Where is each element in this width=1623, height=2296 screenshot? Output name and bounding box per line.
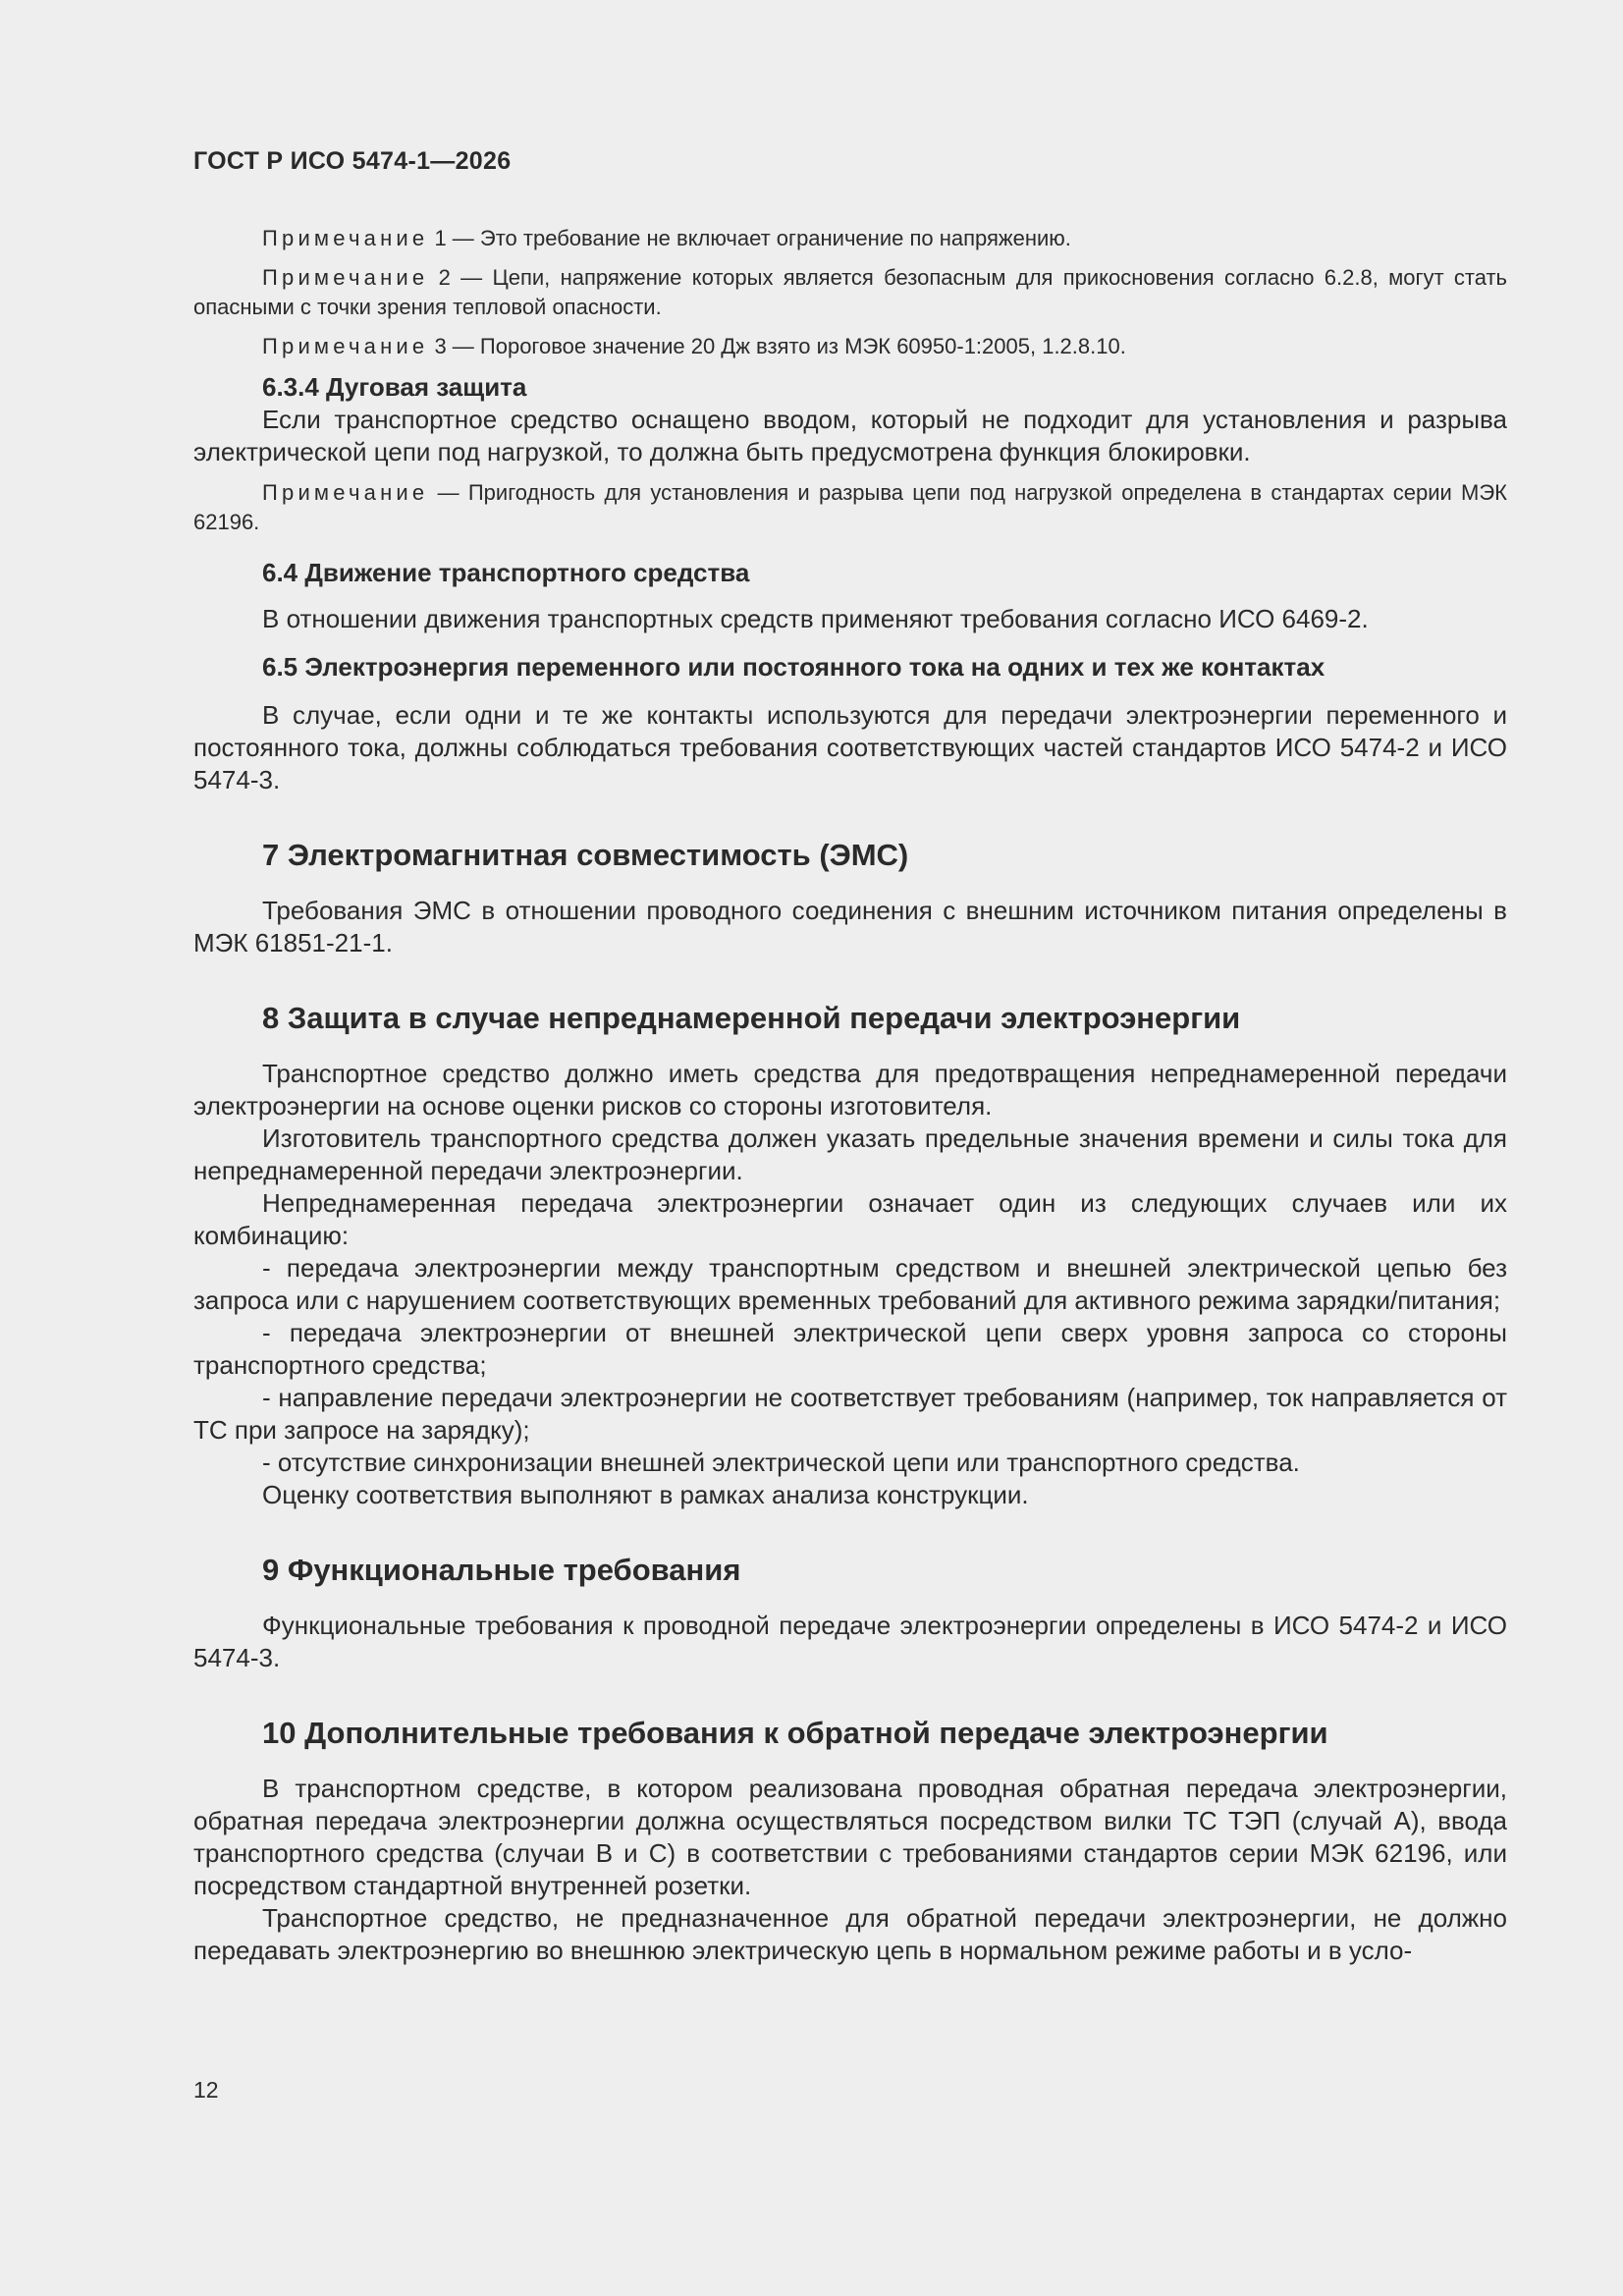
subsection-6-4-heading: 6.4 Движение транспортного средства bbox=[262, 558, 750, 587]
document-code-header: ГОСТ Р ИСО 5474-1—2026 bbox=[193, 147, 512, 175]
section-7-heading: 7 Электромагнитная совместимость (ЭМС) bbox=[262, 838, 909, 872]
note-label: Примечание bbox=[262, 265, 429, 290]
section-10-heading: 10 Дополнительные требования к обратной передаче электроэнергии bbox=[262, 1716, 1328, 1750]
note-label: Примечание bbox=[262, 334, 429, 358]
subsection-6-5-text: В случае, если одни и те же контакты используются для передачи электроэнергии переменного и постоянного тока, должны соблюдаться требования соответствующих частей стандартов ИСО 5474-2 и ИСО 5474-3. bbox=[193, 700, 1507, 794]
subsection-6-3-4-note bbox=[193, 478, 1507, 537]
section-9-text: Функциональные требования к проводной передаче электроэнергии определены в ИСО 5474-2 и ИСО 5474-3. bbox=[193, 1611, 1507, 1672]
subsection-6-4-text: В отношении движения транспортных средств применяют требования согласно ИСО 6469-2. bbox=[262, 604, 1369, 633]
section-10-paragraph: Транспортное средство, не предназначенное для обратной передачи электроэнергии, не должно передавать электроэнергию во внешнюю электрическую цепь в нормальном режиме работы и в усло- bbox=[193, 1903, 1507, 1965]
note-text: — Пригодность для установления и разрыва цепи под нагрузкой определена в стандартах серии МЭК 62196. bbox=[193, 480, 1507, 534]
section-8-paragraph: Транспортное средство должно иметь средства для предотвращения непреднамеренной передачи электроэнергии на основе оценки рисков со стороны изготовителя. bbox=[193, 1059, 1507, 1121]
section-8-list-item: - направление передачи электроэнергии не соответствует требованиям (например, ток направляется от ТС при запросе на зарядку); bbox=[193, 1383, 1507, 1445]
section-8-paragraph: Непреднамеренная передача электроэнергии означает один из следующих случаев или их комбинацию: bbox=[193, 1188, 1507, 1250]
section-8-paragraph: Изготовитель транспортного средства должен указать предельные значения времени и силы тока для непреднамеренной передачи электроэнергии. bbox=[193, 1123, 1507, 1185]
page-number: 12 bbox=[193, 2077, 219, 2103]
subsection-6-5-heading: 6.5 Электроэнергия переменного или постоянного тока на одних и тех же контактах bbox=[262, 652, 1325, 682]
subsection-6-3-4-text: Если транспортное средство оснащено вводом, который не подходит для установления и разрыва электрической цепи под нагрузкой, то должна быть предусмотрена функция блокировки. bbox=[193, 405, 1507, 466]
section-8-list-item: - отсутствие синхронизации внешней электрической цепи или транспортного средства. bbox=[262, 1448, 1300, 1477]
section-8-list-item: - передача электроэнергии от внешней электрической цепи сверх уровня запроса со стороны транспортного средства; bbox=[193, 1318, 1507, 1380]
note-1 bbox=[193, 224, 1507, 253]
note-label: Примечание bbox=[262, 480, 429, 505]
section-8-heading: 8 Защита в случае непреднамеренной передачи электроэнергии bbox=[262, 1001, 1241, 1035]
note-3 bbox=[193, 332, 1507, 361]
note-2 bbox=[193, 263, 1507, 322]
section-9-heading: 9 Функциональные требования bbox=[262, 1553, 741, 1587]
note-text: 3 — Пороговое значение 20 Дж взято из МЭК 60950-1:2005, 1.2.8.10. bbox=[428, 334, 1126, 358]
section-7-text: Требования ЭМС в отношении проводного соединения с внешним источником питания определены в МЭК 61851-21-1. bbox=[193, 896, 1507, 957]
section-8-list-item: - передача электроэнергии между транспортным средством и внешней электрической цепью без запроса или с нарушением соответствующих временных требований для активного режима зарядки/питания; bbox=[193, 1253, 1507, 1315]
section-8-body bbox=[193, 1058, 1507, 1511]
section-8-paragraph: Оценку соответствия выполняют в рамках анализа конструкции. bbox=[262, 1480, 1029, 1509]
section-10-body bbox=[193, 1773, 1507, 1967]
section-10-paragraph: В транспортном средстве, в котором реализована проводная обратная передача электроэнергии, обратная передача электроэнергии должна осуществляться посредством вилки ТС ТЭП (случай А), ввода транспортного средства (случаи В и С) в соответствии с требованиями стандартов серии МЭК 62196, или посредством стандартной внутренней розетки. bbox=[193, 1774, 1507, 1900]
note-text: 1 — Это требование не включает ограничение по напряжению. bbox=[428, 226, 1071, 250]
note-label: Примечание bbox=[262, 226, 429, 250]
subsection-6-3-4-heading: 6.3.4 Дуговая защита bbox=[262, 372, 527, 402]
page-content bbox=[193, 224, 1507, 1967]
note-text: 2 — Цепи, напряжение которых является безопасным для прикосновения согласно 6.2.8, могут стать опасными с точки зрения тепловой опасности. bbox=[193, 265, 1507, 319]
